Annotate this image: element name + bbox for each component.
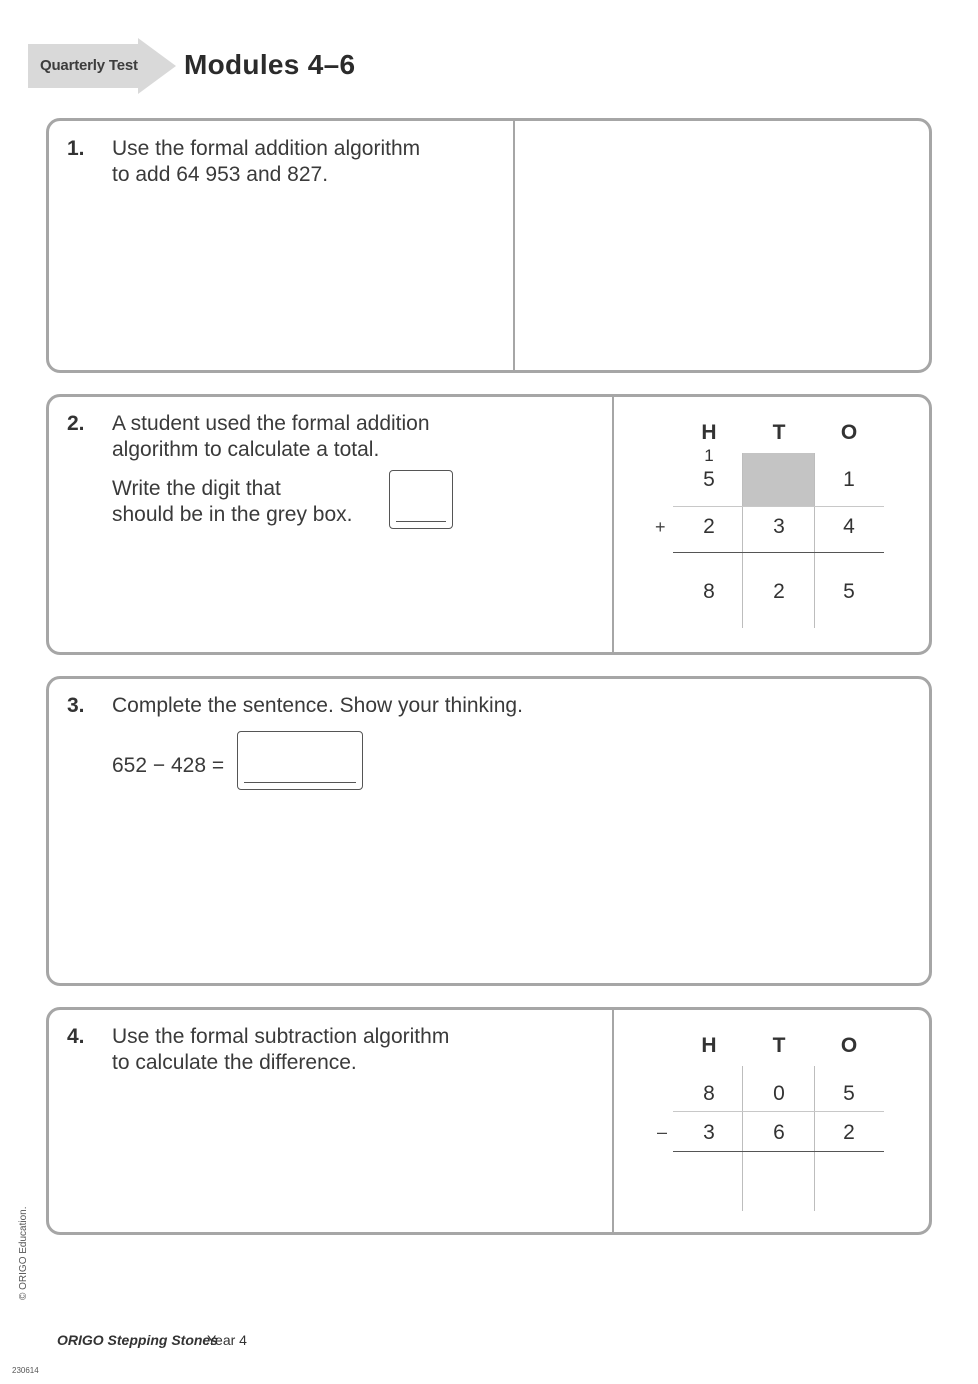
question-2-number: 2. [67,412,85,435]
quarterly-test-tag [28,38,176,94]
question-2-place-value-grid [649,397,919,657]
question-2-line-1: A student used the formal addition [112,412,430,435]
row1-hundreds: 5 [703,468,715,491]
result-tens: 2 [773,580,785,603]
difference-line [673,1151,884,1152]
footer-year: Year 4 [207,1332,247,1348]
row1-tens: 0 [773,1082,785,1105]
page-title: Modules 4–6 [184,49,356,80]
question-4-number: 4. [67,1025,85,1048]
question-2-answer-box[interactable] [389,470,453,529]
grid-row-separator [673,1111,884,1112]
copyright-notice: © ORIGO Education. [18,1206,29,1300]
carry-digit: 1 [704,446,714,465]
question-3-text: Complete the sentence. Show your thinking. [112,694,523,717]
question-1-number: 1. [67,137,85,160]
column-ones-header: O [840,421,858,444]
question-2-line-4: should be in the grey box. [112,503,353,526]
question-1-divider [513,121,515,370]
question-3-answer-line [244,782,356,783]
question-3-answer-box[interactable] [237,731,363,790]
question-4-card [46,1007,932,1235]
question-4-divider [612,1010,614,1232]
question-4-line-1: Use the formal subtraction algorithm [112,1025,450,1048]
question-2-card [46,394,932,655]
tag-label: Quarterly Test [40,57,138,74]
row1-ones: 5 [843,1082,855,1105]
question-1-card [46,118,932,373]
question-1-text [112,136,420,188]
result-ones: 5 [843,580,855,603]
question-2-line-3: Write the digit that [112,477,281,500]
question-2-line-2: algorithm to calculate a total. [112,438,380,461]
column-tens-header: T [772,421,786,444]
question-2-text [112,411,430,528]
question-2-answer-line [396,521,446,522]
footer-brand: ORIGO Stepping Stones [57,1332,219,1348]
grid-row-separator [673,506,884,507]
row2-ones: 2 [843,1121,855,1144]
question-4-place-value-grid [649,1010,919,1235]
row2-ones: 4 [843,515,855,538]
question-4-text [112,1024,449,1076]
row2-tens: 3 [773,515,785,538]
footer-code: 230614 [12,1366,39,1375]
row1-hundreds: 8 [703,1082,715,1105]
row1-ones: 1 [843,468,855,491]
question-1-line-1: Use the formal addition algorithm [112,137,421,160]
grey-box [742,453,814,506]
question-3-equation: 652 − 428 = [112,754,225,777]
sum-line [673,552,884,553]
column-hundreds-header: H [701,421,717,444]
minus-sign: – [657,1122,668,1142]
column-tens-header: T [772,1034,786,1057]
row2-tens: 6 [773,1121,785,1144]
question-4-line-2: to calculate the difference. [112,1051,357,1074]
question-3-number: 3. [67,694,85,717]
column-ones-header: O [840,1034,858,1057]
row2-hundreds: 3 [703,1121,715,1144]
result-hundreds: 8 [703,580,715,603]
question-2-divider [612,397,614,652]
question-3-card [46,676,932,986]
row2-hundreds: 2 [703,515,715,538]
plus-sign: + [655,517,666,537]
column-hundreds-header: H [701,1034,717,1057]
question-1-line-2: to add 64 953 and 827. [112,163,329,186]
